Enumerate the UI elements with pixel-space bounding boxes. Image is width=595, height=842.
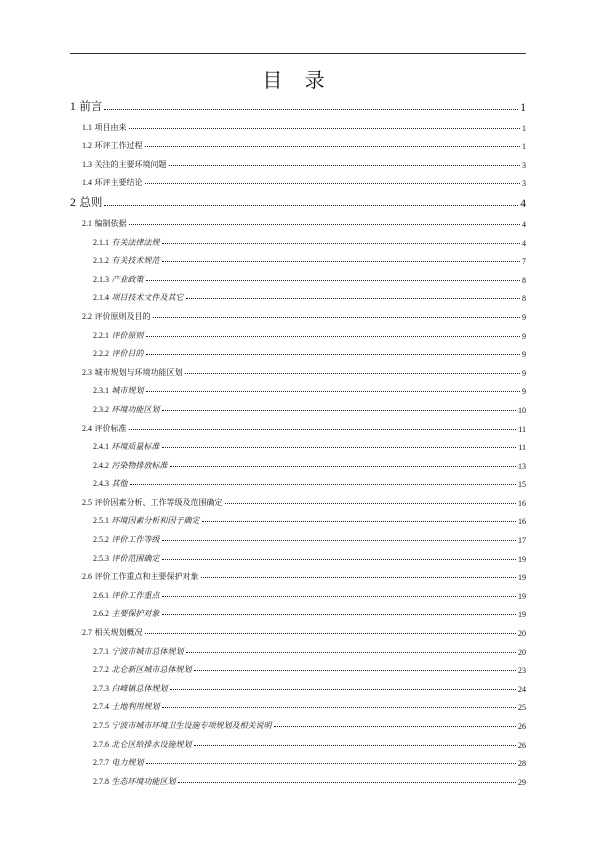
toc-entry-page: 26 bbox=[518, 740, 526, 750]
toc-entry-page: 19 bbox=[518, 554, 526, 564]
toc-entry-page: 8 bbox=[522, 275, 526, 285]
toc-entry-title: 评价工作重点和主要保护对象 bbox=[94, 572, 199, 582]
dot-leader bbox=[104, 205, 518, 206]
toc-entry-label bbox=[93, 739, 192, 750]
toc-entry-label bbox=[93, 683, 168, 694]
dot-leader bbox=[129, 224, 520, 225]
toc-entry-number: 1.1 bbox=[82, 122, 92, 132]
toc-entry-number: 2.7.8 bbox=[93, 776, 109, 786]
dot-leader bbox=[104, 109, 518, 110]
toc-entry-label bbox=[93, 701, 160, 712]
toc-entry[interactable] bbox=[70, 285, 526, 304]
toc-entry-number: 2.3.2 bbox=[93, 404, 109, 414]
toc-entry-label bbox=[93, 460, 168, 471]
toc-entry[interactable] bbox=[70, 114, 526, 133]
dot-leader bbox=[194, 745, 516, 746]
toc-entry-title: 电力规划 bbox=[111, 758, 144, 768]
toc-entry[interactable] bbox=[70, 638, 526, 657]
toc-entry-title: 编制依据 bbox=[94, 218, 127, 228]
dot-leader bbox=[129, 128, 520, 129]
toc-entry-label bbox=[70, 98, 102, 114]
dot-leader bbox=[146, 280, 520, 281]
toc-entry-title: 环评主要结论 bbox=[94, 178, 143, 188]
toc-entry[interactable] bbox=[70, 508, 526, 527]
toc-entry-title: 评价工作等级 bbox=[111, 535, 160, 545]
toc-entry-page: 9 bbox=[522, 368, 526, 378]
toc-entry-number: 2.7.1 bbox=[93, 646, 109, 656]
toc-entry-title: 相关规划概况 bbox=[94, 628, 143, 638]
page-title: 目 录 bbox=[262, 68, 333, 92]
toc-entry-label bbox=[93, 776, 176, 787]
toc-entry-page: 25 bbox=[518, 703, 526, 713]
toc-entry-label bbox=[93, 292, 184, 303]
dot-leader bbox=[169, 165, 520, 166]
toc-entry-page: 23 bbox=[518, 666, 526, 676]
toc-entry[interactable] bbox=[70, 248, 526, 267]
dot-leader bbox=[162, 614, 516, 615]
toc-entry-page: 26 bbox=[518, 722, 526, 731]
toc-entry[interactable] bbox=[70, 768, 526, 787]
toc-entry-title: 评价目的 bbox=[111, 349, 144, 359]
toc-entry-label bbox=[82, 423, 127, 434]
toc-entry-number: 2.2.1 bbox=[93, 330, 109, 340]
toc-entry-title: 生态环境功能区划 bbox=[111, 776, 176, 786]
toc-entry-number: 2.7.6 bbox=[93, 739, 109, 749]
toc-entry-number: 1.3 bbox=[82, 159, 92, 169]
toc-entry[interactable] bbox=[70, 471, 526, 490]
toc-entry-page: 3 bbox=[522, 179, 526, 189]
toc-entry-page: 1 bbox=[522, 142, 526, 152]
toc-entry-title: 污染物排放标准 bbox=[111, 460, 168, 470]
toc-entry-title: 评价原则及目的 bbox=[94, 311, 151, 321]
toc-entry-number: 2.7.5 bbox=[93, 721, 109, 730]
dot-leader bbox=[186, 652, 516, 653]
dot-leader bbox=[201, 577, 516, 578]
toc-entry-title: 宁波市城市总体规划 bbox=[111, 646, 184, 656]
toc-entry[interactable] bbox=[70, 582, 526, 601]
toc-entry-label bbox=[93, 534, 160, 545]
toc-entry-number: 2.5.1 bbox=[93, 516, 109, 526]
toc-entry-title: 评价原则 bbox=[111, 330, 144, 340]
toc-entry-label bbox=[82, 311, 151, 322]
toc-entry[interactable] bbox=[70, 526, 526, 545]
dot-leader bbox=[162, 261, 520, 262]
toc-entry-label bbox=[93, 330, 144, 341]
toc-entry-number: 2 bbox=[70, 197, 76, 210]
dot-leader bbox=[202, 521, 516, 522]
toc-entry-page: 4 bbox=[522, 238, 526, 248]
toc-entry-page: 9 bbox=[522, 331, 526, 341]
toc-entry-number: 2.4.3 bbox=[93, 479, 109, 489]
toc-entry-page: 24 bbox=[518, 684, 526, 694]
toc-entry-number: 1.4 bbox=[82, 178, 92, 188]
dot-leader bbox=[130, 484, 516, 485]
toc-entry[interactable] bbox=[70, 359, 526, 378]
dot-leader bbox=[153, 317, 520, 318]
toc-entry[interactable] bbox=[70, 564, 526, 583]
dot-leader bbox=[162, 447, 517, 448]
header-rule bbox=[70, 53, 526, 54]
toc-entry[interactable] bbox=[70, 489, 526, 508]
toc-entry-title: 其他 bbox=[111, 479, 128, 489]
toc-entry-label bbox=[93, 348, 144, 359]
toc-entry-number: 2.1 bbox=[82, 218, 92, 228]
toc-entry-page: 17 bbox=[518, 536, 526, 546]
toc-entry[interactable] bbox=[70, 151, 526, 170]
toc-entry-page: 9 bbox=[522, 387, 526, 397]
toc-entry-page: 29 bbox=[518, 777, 526, 787]
toc-entry-page: 11 bbox=[518, 443, 526, 453]
toc-entry-number: 2.4.1 bbox=[93, 442, 109, 452]
toc-entry-title: 环评工作过程 bbox=[94, 141, 143, 151]
toc-entry-label bbox=[93, 478, 128, 489]
toc-entry-title: 评价工作重点 bbox=[111, 590, 160, 600]
toc-entry-title: 环境功能区划 bbox=[111, 404, 160, 414]
toc-entry-label bbox=[93, 515, 200, 526]
toc-entry-title: 白峰镇总体规划 bbox=[111, 683, 168, 693]
toc-entry-page: 1 bbox=[520, 102, 526, 114]
toc-entry[interactable] bbox=[70, 188, 526, 210]
toc-entry[interactable] bbox=[70, 396, 526, 415]
toc-entry-title: 土地利用规划 bbox=[111, 702, 160, 712]
dot-leader bbox=[170, 689, 516, 690]
toc-entry-page: 28 bbox=[518, 759, 526, 769]
toc-entry-label bbox=[93, 553, 160, 564]
toc-entry-number: 2.2.2 bbox=[93, 349, 109, 359]
dot-leader bbox=[194, 670, 516, 671]
dot-leader bbox=[170, 466, 516, 467]
toc-entry[interactable] bbox=[70, 452, 526, 471]
toc-entry[interactable] bbox=[70, 731, 526, 750]
toc-entry-label bbox=[93, 404, 160, 415]
toc-entry-page: 1 bbox=[522, 123, 526, 133]
toc-entry-title: 环境质量标准 bbox=[111, 442, 160, 452]
toc-entry-page: 4 bbox=[522, 219, 526, 229]
dot-leader bbox=[162, 243, 520, 244]
toc-entry-label bbox=[82, 159, 167, 170]
toc-entry-number: 2.6 bbox=[82, 572, 92, 582]
toc-entry-title: 北仑新区城市总体规划 bbox=[111, 665, 192, 675]
toc-entry-number: 1 bbox=[70, 101, 76, 113]
dot-leader bbox=[178, 782, 516, 783]
toc-entry-number: 2.1.3 bbox=[93, 274, 109, 284]
dot-leader bbox=[145, 633, 516, 634]
toc-entry-number: 2.3.1 bbox=[93, 386, 109, 396]
toc-entry-number: 2.5.2 bbox=[93, 535, 109, 545]
dot-leader bbox=[185, 373, 520, 374]
toc-entry-label bbox=[93, 720, 272, 731]
toc-entry-title: 环境因素分析和因子确定 bbox=[111, 516, 200, 526]
toc-entry[interactable] bbox=[70, 170, 526, 189]
toc-entry-label bbox=[82, 571, 199, 582]
dot-leader bbox=[146, 336, 520, 337]
toc-entry-number: 2.7.2 bbox=[93, 665, 109, 675]
dot-leader bbox=[162, 559, 516, 560]
toc-entry-page: 9 bbox=[522, 312, 526, 322]
toc-entry-title: 前言 bbox=[79, 99, 103, 113]
toc-entry-number: 1.2 bbox=[82, 141, 92, 151]
toc-entry-label bbox=[70, 194, 102, 210]
toc-entry-number: 2.5 bbox=[82, 497, 92, 507]
toc-entry-page: 15 bbox=[518, 480, 526, 490]
toc-entry-page: 19 bbox=[518, 591, 526, 601]
toc-entry[interactable] bbox=[70, 341, 526, 360]
toc-entry-title: 城市规划 bbox=[111, 386, 144, 396]
toc-entry-label bbox=[93, 441, 160, 452]
toc-entry-title: 项目技术文件及其它 bbox=[111, 293, 184, 303]
toc-entry-title: 宁波市城市环境卫生设施专项规划及相关说明 bbox=[111, 721, 272, 730]
toc-entry[interactable] bbox=[70, 619, 526, 638]
toc-entry-number: 2.1.4 bbox=[93, 293, 109, 303]
dot-leader bbox=[129, 429, 517, 430]
toc-entry-label bbox=[93, 237, 160, 248]
toc-entry-title: 总则 bbox=[79, 195, 103, 210]
toc-entry-page: 13 bbox=[518, 461, 526, 471]
toc-entry[interactable] bbox=[70, 750, 526, 769]
toc-entry-label bbox=[93, 757, 144, 768]
toc-entry-page: 16 bbox=[518, 498, 526, 508]
toc-entry[interactable] bbox=[70, 322, 526, 341]
toc-entry-number: 2.3 bbox=[82, 367, 92, 377]
toc-entry-label bbox=[93, 646, 184, 657]
toc-entry-label bbox=[93, 274, 144, 285]
dot-leader bbox=[162, 707, 516, 708]
toc-entry-number: 2.7.4 bbox=[93, 702, 109, 712]
toc-entry[interactable] bbox=[70, 434, 526, 453]
toc-entry-title: 北仑区给排水设施规划 bbox=[111, 739, 192, 749]
toc-entry-number: 2.5.3 bbox=[93, 553, 109, 563]
dot-leader bbox=[162, 596, 516, 597]
toc-entry-page: 7 bbox=[522, 257, 526, 267]
toc-entry[interactable] bbox=[70, 675, 526, 694]
toc-entry-label bbox=[93, 664, 192, 675]
toc-entry-page: 9 bbox=[522, 350, 526, 360]
toc-entry[interactable] bbox=[70, 210, 526, 229]
toc-entry-number: 2.2 bbox=[82, 311, 92, 321]
dot-leader bbox=[146, 391, 520, 392]
toc-entry-number: 2.6.2 bbox=[93, 609, 109, 619]
toc-entry-number: 2.1.2 bbox=[93, 256, 109, 266]
toc-entry-page: 10 bbox=[518, 405, 526, 415]
toc-entry-label bbox=[93, 590, 160, 601]
dot-leader bbox=[274, 726, 516, 727]
toc-entry-page: 19 bbox=[518, 610, 526, 620]
dot-leader bbox=[145, 146, 520, 147]
toc-entry-title: 主要保护对象 bbox=[111, 609, 160, 619]
toc-entry-number: 2.7.7 bbox=[93, 758, 109, 768]
toc-entry-title: 关注的主要环境问题 bbox=[94, 159, 167, 169]
toc-entry-label bbox=[93, 385, 144, 396]
dot-leader bbox=[146, 354, 520, 355]
toc-entry-number: 2.7.3 bbox=[93, 683, 109, 693]
dot-leader bbox=[146, 763, 516, 764]
toc-entry-title: 城市规划与环境功能区划 bbox=[94, 367, 183, 377]
toc-entry-label bbox=[93, 608, 160, 619]
dot-leader bbox=[225, 503, 516, 504]
toc-entry-number: 2.6.1 bbox=[93, 590, 109, 600]
toc-entry-label bbox=[82, 140, 143, 151]
toc-entry-page: 3 bbox=[522, 160, 526, 170]
toc-entry-label bbox=[82, 367, 183, 378]
dot-leader bbox=[162, 540, 516, 541]
toc-entry[interactable] bbox=[70, 712, 526, 731]
toc-entry-label bbox=[93, 255, 160, 266]
toc-entry-number: 2.7 bbox=[82, 628, 92, 638]
toc-entry-label bbox=[82, 627, 143, 638]
toc-entry[interactable] bbox=[70, 92, 526, 114]
toc-entry-label bbox=[82, 497, 223, 508]
toc-entry-page: 11 bbox=[518, 424, 526, 434]
toc-entry-title: 评价因素分析、工作等级及范围确定 bbox=[94, 497, 223, 507]
toc-entry[interactable] bbox=[70, 694, 526, 713]
toc-entry-page: 4 bbox=[520, 198, 526, 211]
toc-entry[interactable] bbox=[70, 545, 526, 564]
toc-entry-label bbox=[82, 177, 143, 188]
toc-entry-title: 项目由来 bbox=[94, 122, 127, 132]
toc-entry[interactable] bbox=[70, 229, 526, 248]
toc-entry-number: 2.4.2 bbox=[93, 460, 109, 470]
toc-entry[interactable] bbox=[70, 133, 526, 152]
toc-entry[interactable] bbox=[70, 601, 526, 620]
toc-entry[interactable] bbox=[70, 378, 526, 397]
toc-entry-title: 评价范围确定 bbox=[111, 553, 160, 563]
toc-entry[interactable] bbox=[70, 415, 526, 434]
toc-entry-page: 16 bbox=[518, 517, 526, 527]
toc-entry-title: 有关技术规范 bbox=[111, 256, 160, 266]
dot-leader bbox=[145, 183, 520, 184]
toc-entry-title: 有关法律法规 bbox=[111, 237, 160, 247]
toc-entry-title: 产业政策 bbox=[111, 274, 144, 284]
toc-entry-label bbox=[82, 122, 127, 133]
dot-leader bbox=[162, 410, 516, 411]
toc-entry-title: 评价标准 bbox=[94, 423, 127, 433]
toc-entry-page: 20 bbox=[518, 629, 526, 639]
toc-entry[interactable] bbox=[70, 657, 526, 676]
toc-entry-page: 19 bbox=[518, 573, 526, 583]
dot-leader bbox=[186, 298, 520, 299]
toc-entry[interactable] bbox=[70, 266, 526, 285]
toc-entry-page: 8 bbox=[522, 294, 526, 304]
toc-entry-page: 20 bbox=[518, 647, 526, 657]
toc-entry-number: 2.1.1 bbox=[93, 237, 109, 247]
toc-entry-label bbox=[82, 218, 127, 229]
toc-entry-number: 2.4 bbox=[82, 423, 92, 433]
toc-entry[interactable] bbox=[70, 303, 526, 322]
table-of-contents bbox=[70, 92, 526, 787]
